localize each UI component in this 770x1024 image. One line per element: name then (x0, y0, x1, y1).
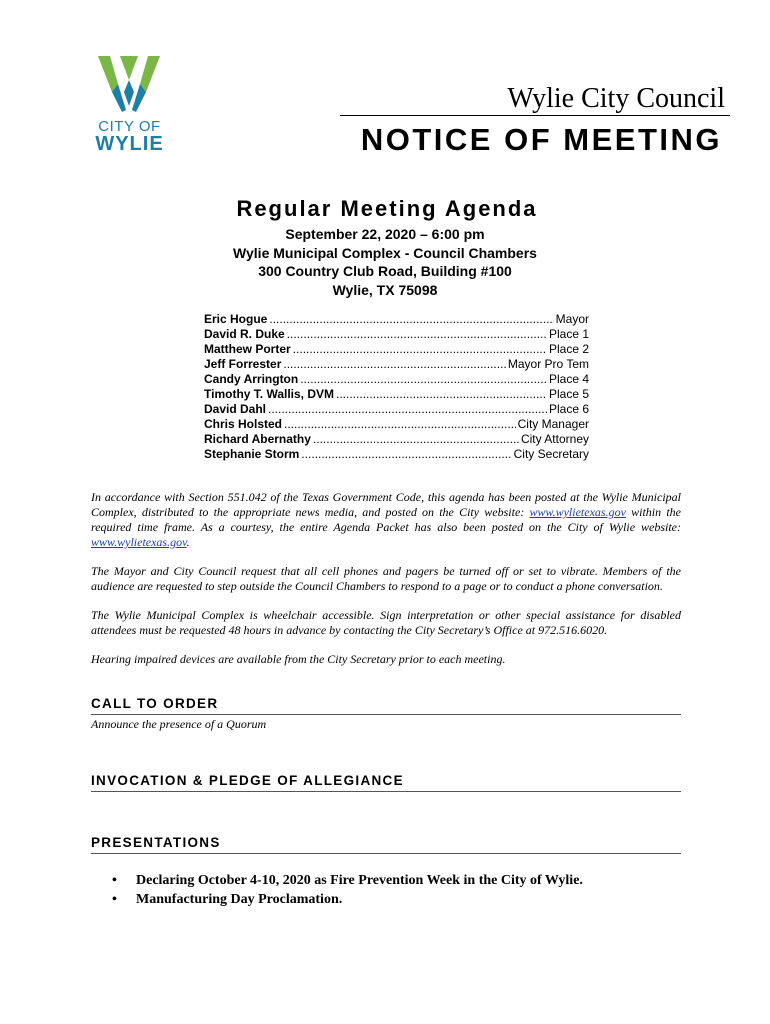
section-heading: INVOCATION & PLEDGE OF ALLEGIANCE (91, 773, 681, 792)
section-invocation (91, 773, 681, 792)
agenda-title: Regular Meeting Agenda (236, 196, 538, 221)
phones-notice: The Mayor and City Council request that all cell phones and pagers be turned off or set to vibrate. Members of the audience are requested to step outside the Council Chambers to respond to a page or to conduct a phone conversation. (91, 564, 681, 593)
website-link[interactable]: www.wylietexas.gov (91, 535, 187, 549)
roster-name: Eric Hogue (204, 312, 268, 326)
dot-leader (293, 342, 547, 357)
council-roster (204, 312, 589, 462)
roster-role: Place 6 (548, 402, 589, 416)
roster-name: Matthew Porter (204, 342, 291, 356)
posting-notice-text: within the required time frame. As a courtesy, the entire Agenda Packet has also been posted on the City of Wylie website: (91, 505, 681, 534)
council-name: Wylie City Council (507, 83, 725, 114)
wylie-w-mark-icon (98, 56, 160, 112)
meeting-details (0, 225, 770, 299)
section-heading: PRESENTATIONS (91, 835, 681, 854)
roster-name: David R. Duke (204, 327, 285, 341)
roster-role: Mayor (555, 312, 589, 326)
dot-leader (283, 357, 505, 372)
meeting-address: 300 Country Club Road, Building #100 (258, 263, 512, 279)
hearing-devices-notice: Hearing impaired devices are available from the City Secretary prior to each meeting. (91, 652, 506, 666)
roster-role: Place 5 (548, 387, 589, 401)
presentations-list (112, 871, 583, 909)
dot-leader (313, 432, 519, 447)
roster-row (204, 312, 589, 327)
section-subtext: Announce the presence of a Quorum (91, 717, 267, 731)
roster-role: Place 2 (548, 342, 589, 356)
list-item (112, 890, 583, 909)
meeting-date: September 22, 2020 – 6:00 pm (285, 226, 485, 242)
dot-leader (268, 402, 547, 417)
roster-name: Richard Abernathy (204, 432, 311, 446)
posting-notice-text: In accordance with Section 551.042 of the Texas Government Code, this agenda has been posted at the Wylie Municipal Complex, distributed to the appropriate news media, and posted on the City website: (91, 490, 681, 519)
list-item (112, 871, 583, 890)
roster-role: Place 4 (548, 372, 589, 386)
roster-name: Chris Holsted (204, 417, 283, 431)
roster-row (204, 342, 589, 357)
dot-leader (269, 312, 553, 327)
presentation-text: Manufacturing Day Proclamation. (136, 892, 343, 907)
posting-notice-text: . (186, 535, 190, 549)
section-heading: CALL TO ORDER (91, 696, 681, 715)
roster-role: City Attorney (520, 432, 589, 446)
posting-notice (91, 490, 681, 550)
agenda-notes (91, 490, 681, 681)
accessibility-notice: The Wylie Municipal Complex is wheelchair accessible. Sign interpretation or other special assistance for disabled attendees must be requested 48 hours in advance by contacting the City Secretary’s Office at 972.516.6020. (91, 608, 681, 637)
dot-leader (284, 417, 516, 432)
roster-row (204, 402, 589, 417)
roster-row (204, 372, 589, 387)
section-presentations (91, 835, 681, 854)
dot-leader (336, 387, 547, 402)
bullet-icon: • (112, 873, 117, 888)
dot-leader (301, 447, 511, 462)
section-call-to-order (91, 696, 681, 732)
roster-role: City Manager (517, 417, 589, 431)
roster-row (204, 387, 589, 402)
meeting-venue: Wylie Municipal Complex - Council Chambers (233, 244, 537, 261)
roster-row (204, 357, 589, 372)
dot-leader (287, 327, 547, 342)
roster-role: City Secretary (513, 447, 589, 461)
website-link[interactable]: www.wylietexas.gov (529, 505, 626, 519)
header-divider (340, 115, 730, 116)
roster-row (204, 417, 589, 432)
roster-row (204, 327, 589, 342)
dot-leader (300, 372, 547, 387)
roster-row (204, 432, 589, 447)
roster-name: Timothy T. Wallis, DVM (204, 387, 335, 401)
presentation-text: Declaring October 4-10, 2020 as Fire Prevention Week in the City of Wylie. (136, 873, 583, 888)
city-of-wylie-logo (92, 56, 172, 156)
roster-row (204, 447, 589, 462)
roster-role: Place 1 (548, 327, 589, 341)
roster-name: Candy Arrington (204, 372, 299, 386)
roster-role: Mayor Pro Tem (507, 357, 589, 371)
notice-title: NOTICE OF MEETING (360, 122, 722, 157)
logo-wylie-text: WYLIE (95, 133, 164, 155)
roster-name: Jeff Forrester (204, 357, 282, 371)
logo-city-of-text: CITY OF (98, 118, 161, 135)
roster-name: David Dahl (204, 402, 267, 416)
bullet-icon: • (112, 892, 117, 907)
roster-name: Stephanie Storm (204, 447, 300, 461)
meeting-city: Wylie, TX 75098 (332, 281, 438, 298)
